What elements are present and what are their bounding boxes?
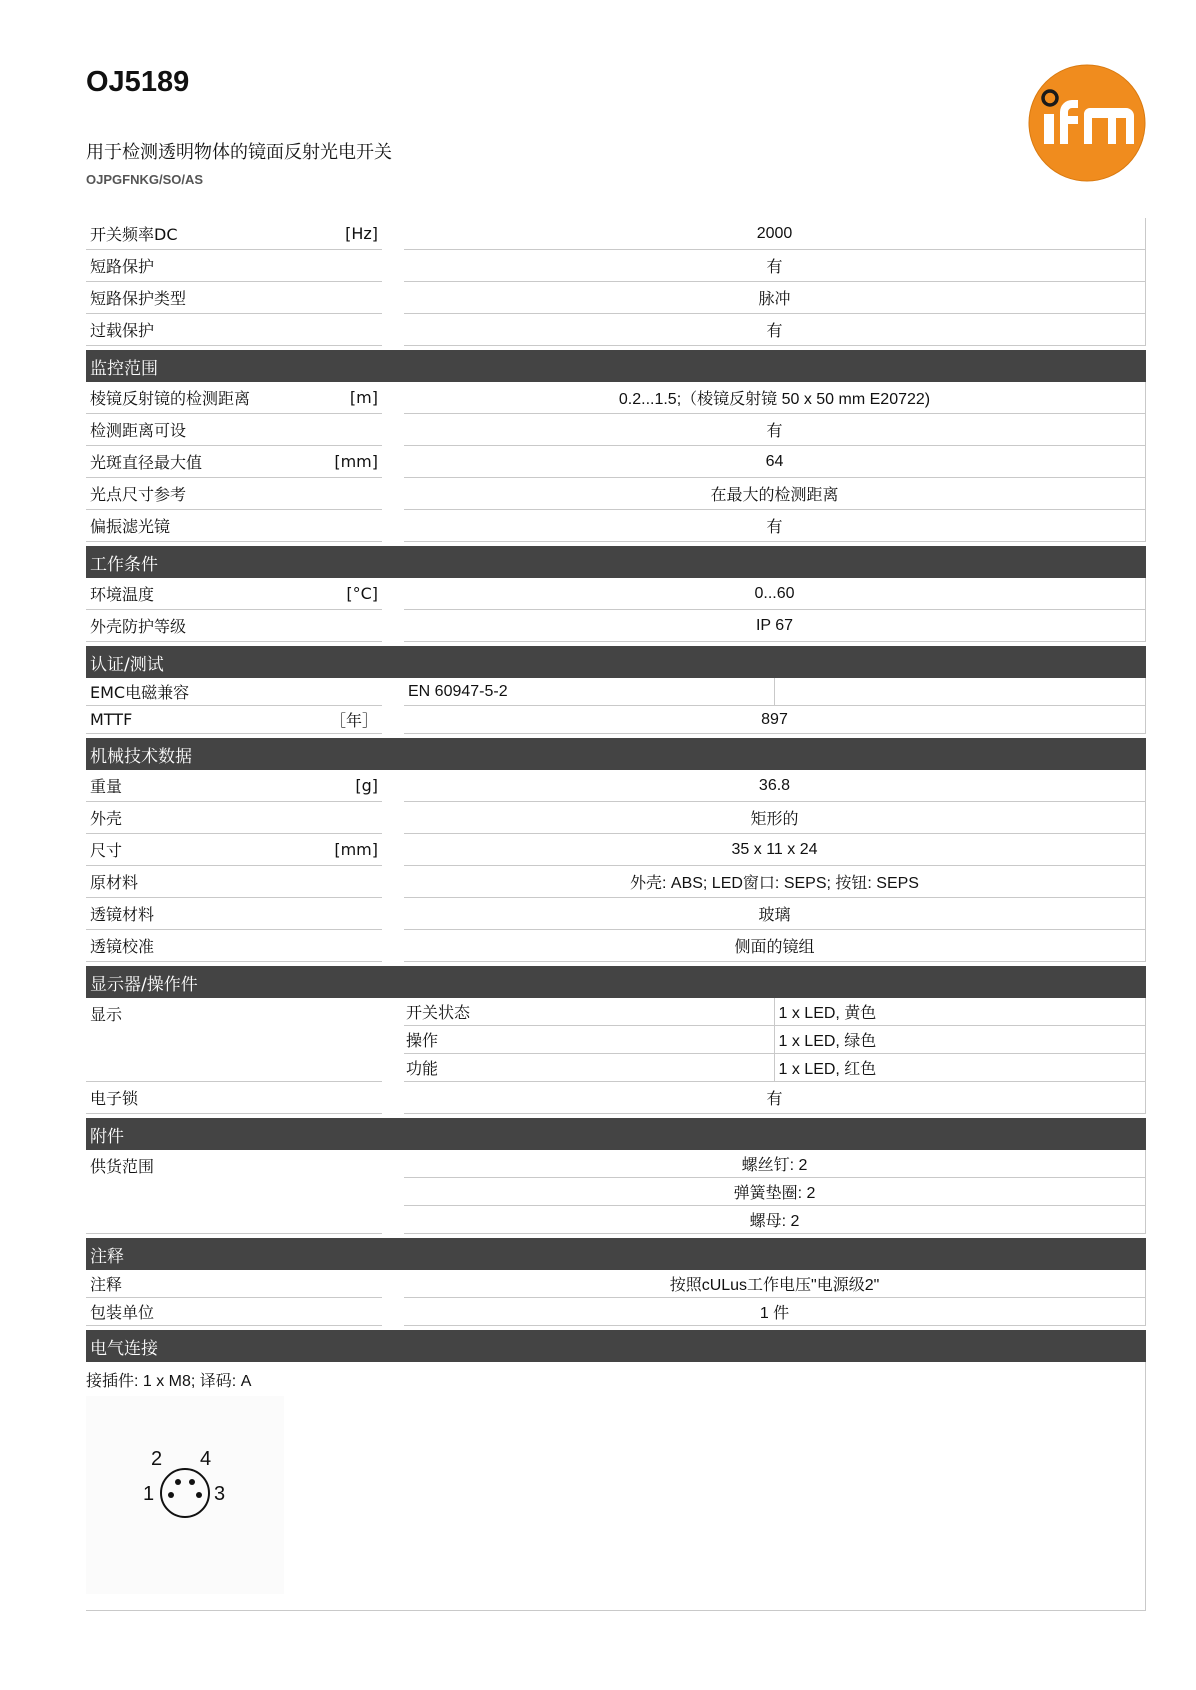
spec-row [86,250,1146,282]
mechanical-row [86,834,1146,866]
mechanical-value: 矩形的 [404,802,1146,834]
pin-label-3: 3 [214,1483,226,1505]
lock-value: 有 [404,1082,1146,1114]
section-monitoring: 监控范围 [86,350,1146,382]
operating-label: 环境温度 [90,585,155,604]
display-row [86,998,1146,1082]
connector-diagram [86,1396,284,1594]
accessory-item-value: 螺母: 2 [749,1213,800,1230]
mechanical-value: 36.8 [404,770,1146,802]
mechanical-label: 重量 [90,777,123,796]
spec-label: 短路保护 [90,257,155,276]
accessory-item [404,1150,1146,1178]
display-item [404,1054,1146,1082]
section-accessories: 附件 [86,1118,1146,1150]
spec-row [86,218,1146,250]
display-item-value: 1 x LED, 绿色 [778,1033,877,1050]
pack-value: 1 件 [404,1298,1146,1326]
ifm-logo [1028,64,1146,182]
mechanical-label: 透镜校准 [90,937,155,956]
monitoring-label: 光点尺寸参考 [90,485,187,504]
pin-label-4: 4 [200,1448,212,1470]
display-item-key: 操作 [404,1026,775,1053]
section-display: 显示器/操作件 [86,966,1146,998]
spec-value: 脉冲 [404,282,1146,314]
accessory-item [404,1206,1146,1234]
mechanical-row [86,930,1146,962]
monitoring-value: 在最大的检测距离 [404,478,1146,510]
mechanical-row [86,770,1146,802]
monitoring-value: 0.2...1.5;（棱镜反射镜 50 x 50 mm E20722) [404,382,1146,414]
spec-label: 短路保护类型 [90,289,187,308]
pin-dot-4 [189,1479,195,1485]
mechanical-label: 透镜材料 [90,905,155,924]
mttf-value: 897 [404,706,1146,734]
pin-dot-1 [168,1492,174,1498]
spec-label: 开关频率DC [90,225,178,244]
display-item [404,998,1146,1026]
spec-row [86,314,1146,346]
operating-value: IP 67 [404,610,1146,642]
product-subtitle: 用于检测透明物体的镜面反射光电开关 [86,142,392,163]
accessories-label: 供货范围 [90,1157,155,1176]
spec-value: 有 [404,250,1146,282]
lock-label: 电子锁 [90,1089,139,1108]
monitoring-label: 检测距离可设 [90,421,187,440]
display-item-key: 功能 [404,1054,775,1081]
mechanical-label: 原材料 [90,873,139,892]
lock-row [86,1082,1146,1114]
note-value: 按照cULus工作电压"电源级2" [404,1270,1146,1298]
mttf-label: MTTF [90,710,133,729]
spec-value: 有 [404,314,1146,346]
pin-dot-3 [196,1492,202,1498]
section-mechanical: 机械技术数据 [86,738,1146,770]
monitoring-label: 棱镜反射镜的检测距离 [90,389,251,408]
spec-table [86,218,1146,1611]
monitoring-unit: [mm] [334,452,378,471]
spec-unit: [Hz] [345,224,378,243]
mechanical-unit: [mm] [334,840,378,859]
mechanical-row [86,802,1146,834]
monitoring-row [86,382,1146,414]
section-electrical: 电气连接 [86,1330,1146,1362]
display-item [404,1026,1146,1054]
mechanical-unit: [g] [355,776,378,795]
mechanical-value: 35 x 11 x 24 [404,834,1146,866]
pack-row [86,1298,1146,1326]
accessories-row [86,1150,1146,1234]
product-code: OJPGFNKG/SO/AS [86,172,204,187]
mechanical-row [86,898,1146,930]
spec-row [86,282,1146,314]
page-title: OJ5189 [86,66,190,98]
operating-unit: [°C] [346,584,378,603]
spec-value: 2000 [404,218,1146,250]
mechanical-value: 外壳: ABS; LED窗口: SEPS; 按钮: SEPS [404,866,1146,898]
emc-label: EMC电磁兼容 [90,683,190,702]
monitoring-value: 有 [404,414,1146,446]
display-item-value: 1 x LED, 黄色 [778,1005,877,1022]
spec-label: 过载保护 [90,321,155,340]
pin-dot-2 [175,1479,181,1485]
monitoring-row [86,478,1146,510]
mechanical-label: 外壳 [90,809,123,828]
monitoring-row [86,414,1146,446]
mttf-row [86,706,1146,734]
monitoring-value: 64 [404,446,1146,478]
section-approvals: 认证/测试 [86,646,1146,678]
section-operating: 工作条件 [86,546,1146,578]
monitoring-row [86,510,1146,542]
mechanical-row [86,866,1146,898]
note-row [86,1270,1146,1298]
emc-value: EN 60947-5-2 [404,678,775,705]
pin-label-1: 1 [143,1483,155,1505]
emc-row [86,678,1146,706]
display-item-key: 开关状态 [404,998,775,1025]
pack-label: 包装单位 [90,1303,155,1322]
connection-box [86,1362,1146,1611]
operating-row [86,610,1146,642]
mechanical-label: 尺寸 [90,841,123,860]
note-label: 注释 [90,1275,123,1294]
accessory-item [404,1178,1146,1206]
mechanical-value: 侧面的镜组 [404,930,1146,962]
accessory-item-value: 弹簧垫圈: 2 [733,1185,816,1202]
display-label: 显示 [90,1005,123,1024]
monitoring-value: 有 [404,510,1146,542]
connector-text: 接插件: 1 x M8; 译码: A [86,1373,252,1390]
mechanical-value: 玻璃 [404,898,1146,930]
operating-value: 0...60 [404,578,1146,610]
display-item-value: 1 x LED, 红色 [778,1061,877,1078]
operating-label: 外壳防护等级 [90,617,187,636]
monitoring-row [86,446,1146,478]
connector-outline [161,1469,209,1517]
mttf-unit: ［年］ [329,711,378,730]
monitoring-label: 偏振滤光镜 [90,517,171,536]
section-notes: 注释 [86,1238,1146,1270]
monitoring-label: 光斑直径最大值 [90,453,203,472]
accessory-item-value: 螺丝钉: 2 [741,1157,808,1174]
monitoring-unit: [m] [349,388,378,407]
pin-label-2: 2 [151,1448,163,1470]
operating-row [86,578,1146,610]
